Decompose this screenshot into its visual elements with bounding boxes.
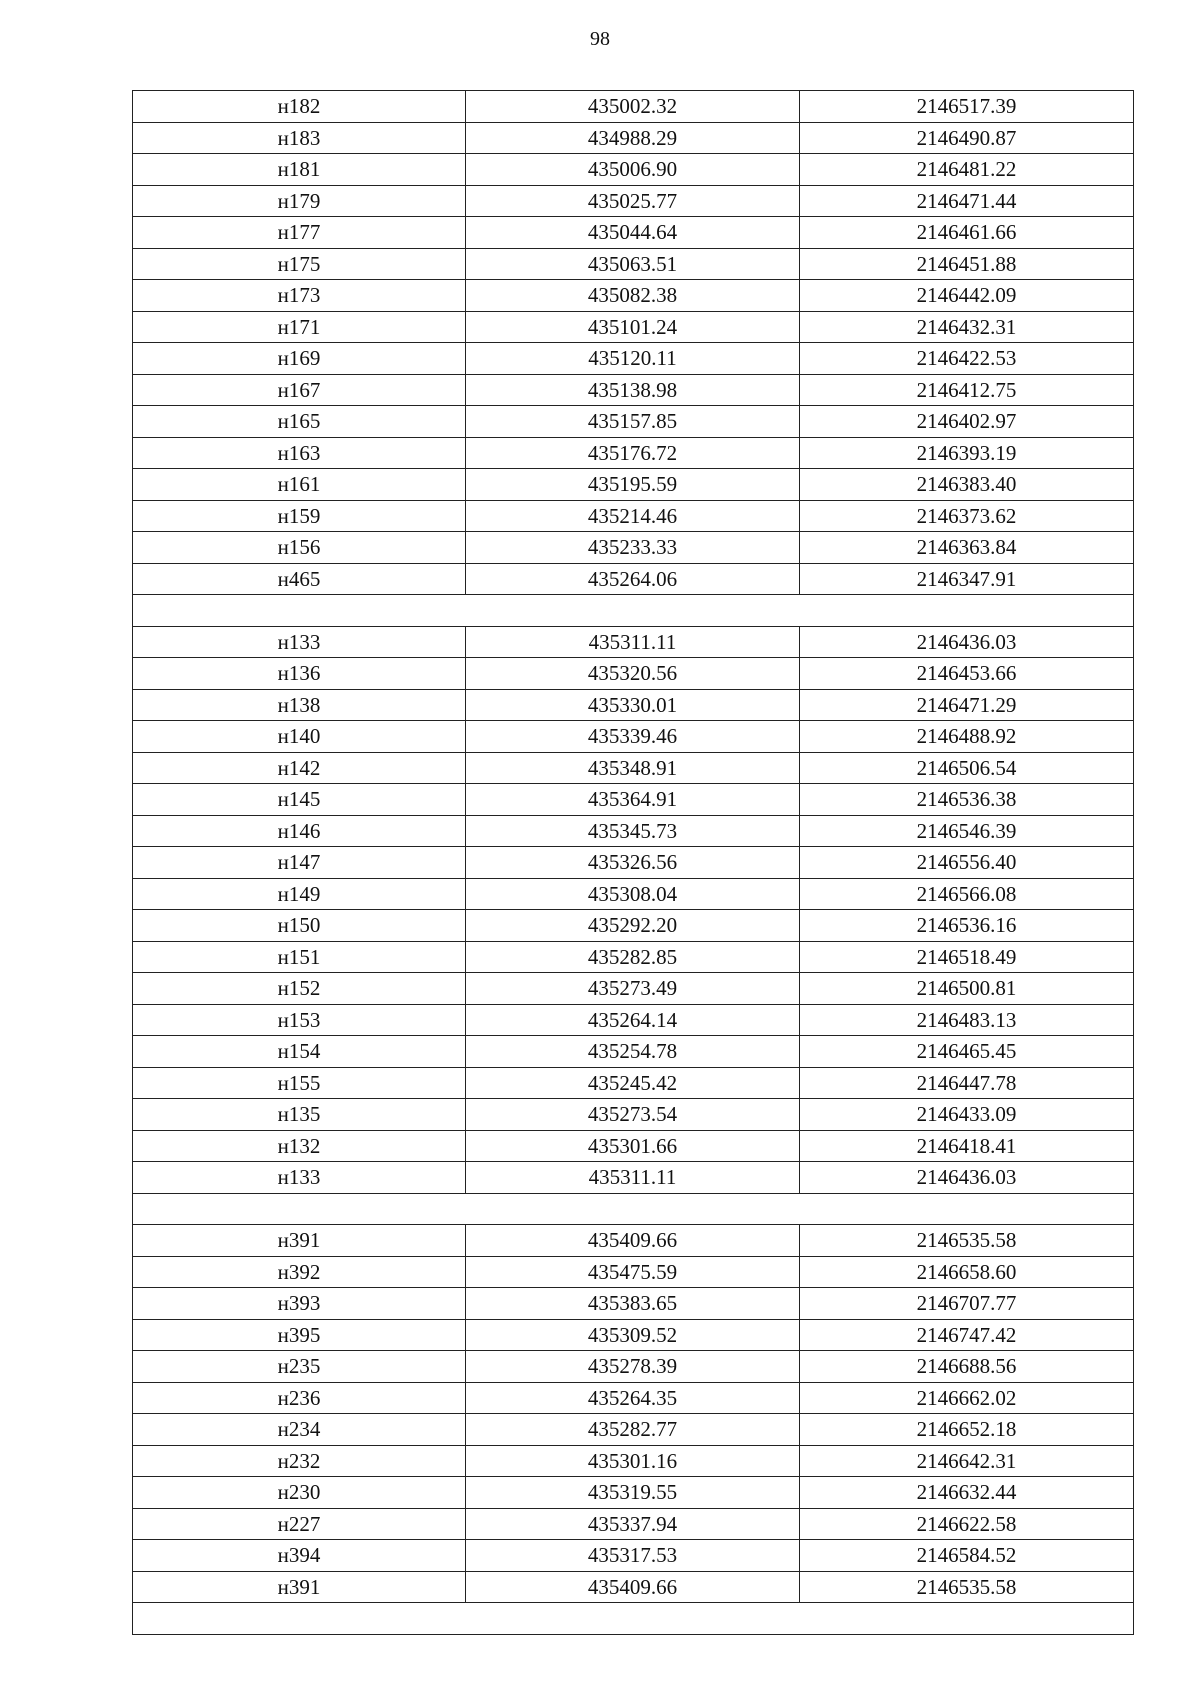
point-name-cell: н152 bbox=[133, 973, 466, 1005]
table-row bbox=[133, 532, 1134, 564]
x-coordinate-cell: 435214.46 bbox=[466, 500, 800, 532]
point-name-cell: н393 bbox=[133, 1288, 466, 1320]
table-row bbox=[133, 343, 1134, 375]
point-name-cell: н175 bbox=[133, 248, 466, 280]
y-coordinate-cell: 2146451.88 bbox=[800, 248, 1134, 280]
x-coordinate-cell: 435383.65 bbox=[466, 1288, 800, 1320]
table-row bbox=[133, 1288, 1134, 1320]
point-name-cell: н146 bbox=[133, 815, 466, 847]
x-coordinate-cell: 435273.54 bbox=[466, 1099, 800, 1131]
x-coordinate-cell: 435176.72 bbox=[466, 437, 800, 469]
y-coordinate-cell: 2146632.44 bbox=[800, 1477, 1134, 1509]
x-coordinate-cell: 435326.56 bbox=[466, 847, 800, 879]
y-coordinate-cell: 2146584.52 bbox=[800, 1540, 1134, 1572]
table-row bbox=[133, 406, 1134, 438]
y-coordinate-cell: 2146488.92 bbox=[800, 721, 1134, 753]
point-name-cell: н156 bbox=[133, 532, 466, 564]
point-name-cell: н392 bbox=[133, 1256, 466, 1288]
y-coordinate-cell: 2146453.66 bbox=[800, 658, 1134, 690]
y-coordinate-cell: 2146422.53 bbox=[800, 343, 1134, 375]
point-name-cell: н159 bbox=[133, 500, 466, 532]
point-name-cell: н235 bbox=[133, 1351, 466, 1383]
page-number: 98 bbox=[590, 28, 610, 50]
point-name-cell: н150 bbox=[133, 910, 466, 942]
y-coordinate-cell: 2146436.03 bbox=[800, 626, 1134, 658]
table-row bbox=[133, 910, 1134, 942]
y-coordinate-cell: 2146658.60 bbox=[800, 1256, 1134, 1288]
point-name-cell: н230 bbox=[133, 1477, 466, 1509]
x-coordinate-cell: 435278.39 bbox=[466, 1351, 800, 1383]
table-row bbox=[133, 689, 1134, 721]
point-name-cell: н161 bbox=[133, 469, 466, 501]
x-coordinate-cell: 435264.14 bbox=[466, 1004, 800, 1036]
y-coordinate-cell: 2146490.87 bbox=[800, 122, 1134, 154]
table-row bbox=[133, 1036, 1134, 1068]
table-row bbox=[133, 815, 1134, 847]
table-row bbox=[133, 847, 1134, 879]
table-row bbox=[133, 500, 1134, 532]
x-coordinate-cell: 435330.01 bbox=[466, 689, 800, 721]
point-name-cell: н138 bbox=[133, 689, 466, 721]
table-row bbox=[133, 1256, 1134, 1288]
x-coordinate-cell: 435063.51 bbox=[466, 248, 800, 280]
separator-row bbox=[133, 595, 1134, 627]
point-name-cell: н163 bbox=[133, 437, 466, 469]
x-coordinate-cell: 435301.66 bbox=[466, 1130, 800, 1162]
point-name-cell: н391 bbox=[133, 1225, 466, 1257]
y-coordinate-cell: 2146347.91 bbox=[800, 563, 1134, 595]
point-name-cell: н171 bbox=[133, 311, 466, 343]
x-coordinate-cell: 435002.32 bbox=[466, 91, 800, 123]
y-coordinate-cell: 2146506.54 bbox=[800, 752, 1134, 784]
separator-row bbox=[133, 1603, 1134, 1635]
point-name-cell: н234 bbox=[133, 1414, 466, 1446]
table-row bbox=[133, 1477, 1134, 1509]
x-coordinate-cell: 435308.04 bbox=[466, 878, 800, 910]
point-name-cell: н394 bbox=[133, 1540, 466, 1572]
point-name-cell: н133 bbox=[133, 626, 466, 658]
x-coordinate-cell: 435006.90 bbox=[466, 154, 800, 186]
table-row bbox=[133, 248, 1134, 280]
x-coordinate-cell: 435157.85 bbox=[466, 406, 800, 438]
x-coordinate-cell: 435309.52 bbox=[466, 1319, 800, 1351]
point-name-cell: н182 bbox=[133, 91, 466, 123]
table-row bbox=[133, 784, 1134, 816]
y-coordinate-cell: 2146418.41 bbox=[800, 1130, 1134, 1162]
x-coordinate-cell: 435317.53 bbox=[466, 1540, 800, 1572]
table-row bbox=[133, 1099, 1134, 1131]
table-row bbox=[133, 941, 1134, 973]
y-coordinate-cell: 2146662.02 bbox=[800, 1382, 1134, 1414]
coordinates-table bbox=[132, 90, 1134, 1635]
table-row bbox=[133, 374, 1134, 406]
point-name-cell: н232 bbox=[133, 1445, 466, 1477]
y-coordinate-cell: 2146432.31 bbox=[800, 311, 1134, 343]
y-coordinate-cell: 2146461.66 bbox=[800, 217, 1134, 249]
x-coordinate-cell: 435345.73 bbox=[466, 815, 800, 847]
x-coordinate-cell: 435320.56 bbox=[466, 658, 800, 690]
x-coordinate-cell: 435311.11 bbox=[466, 1162, 800, 1194]
table-row bbox=[133, 469, 1134, 501]
y-coordinate-cell: 2146447.78 bbox=[800, 1067, 1134, 1099]
point-name-cell: н135 bbox=[133, 1099, 466, 1131]
point-name-cell: н177 bbox=[133, 217, 466, 249]
table-row bbox=[133, 752, 1134, 784]
separator-cell bbox=[133, 1603, 1134, 1635]
x-coordinate-cell: 435292.20 bbox=[466, 910, 800, 942]
y-coordinate-cell: 2146373.62 bbox=[800, 500, 1134, 532]
table-row bbox=[133, 1351, 1134, 1383]
point-name-cell: н179 bbox=[133, 185, 466, 217]
y-coordinate-cell: 2146556.40 bbox=[800, 847, 1134, 879]
table-row bbox=[133, 973, 1134, 1005]
coordinates-table-body bbox=[133, 91, 1134, 1635]
point-name-cell: н155 bbox=[133, 1067, 466, 1099]
y-coordinate-cell: 2146402.97 bbox=[800, 406, 1134, 438]
point-name-cell: н153 bbox=[133, 1004, 466, 1036]
x-coordinate-cell: 435245.42 bbox=[466, 1067, 800, 1099]
point-name-cell: н183 bbox=[133, 122, 466, 154]
table-row bbox=[133, 878, 1134, 910]
y-coordinate-cell: 2146688.56 bbox=[800, 1351, 1134, 1383]
x-coordinate-cell: 435301.16 bbox=[466, 1445, 800, 1477]
y-coordinate-cell: 2146500.81 bbox=[800, 973, 1134, 1005]
x-coordinate-cell: 435254.78 bbox=[466, 1036, 800, 1068]
point-name-cell: н227 bbox=[133, 1508, 466, 1540]
y-coordinate-cell: 2146535.58 bbox=[800, 1225, 1134, 1257]
point-name-cell: н236 bbox=[133, 1382, 466, 1414]
y-coordinate-cell: 2146436.03 bbox=[800, 1162, 1134, 1194]
table-row bbox=[133, 1445, 1134, 1477]
y-coordinate-cell: 2146471.44 bbox=[800, 185, 1134, 217]
table-row bbox=[133, 658, 1134, 690]
x-coordinate-cell: 435282.85 bbox=[466, 941, 800, 973]
x-coordinate-cell: 435339.46 bbox=[466, 721, 800, 753]
table-row bbox=[133, 1067, 1134, 1099]
y-coordinate-cell: 2146536.16 bbox=[800, 910, 1134, 942]
y-coordinate-cell: 2146546.39 bbox=[800, 815, 1134, 847]
x-coordinate-cell: 435138.98 bbox=[466, 374, 800, 406]
table-row bbox=[133, 1319, 1134, 1351]
table-row bbox=[133, 217, 1134, 249]
y-coordinate-cell: 2146518.49 bbox=[800, 941, 1134, 973]
x-coordinate-cell: 435195.59 bbox=[466, 469, 800, 501]
x-coordinate-cell: 435044.64 bbox=[466, 217, 800, 249]
point-name-cell: н147 bbox=[133, 847, 466, 879]
x-coordinate-cell: 435264.35 bbox=[466, 1382, 800, 1414]
x-coordinate-cell: 435311.11 bbox=[466, 626, 800, 658]
point-name-cell: н142 bbox=[133, 752, 466, 784]
table-row bbox=[133, 1004, 1134, 1036]
point-name-cell: н165 bbox=[133, 406, 466, 438]
table-row bbox=[133, 626, 1134, 658]
x-coordinate-cell: 435364.91 bbox=[466, 784, 800, 816]
table-row bbox=[133, 563, 1134, 595]
table-row bbox=[133, 122, 1134, 154]
table-row bbox=[133, 91, 1134, 123]
x-coordinate-cell: 435319.55 bbox=[466, 1477, 800, 1509]
separator-cell bbox=[133, 1193, 1134, 1225]
point-name-cell: н465 bbox=[133, 563, 466, 595]
y-coordinate-cell: 2146642.31 bbox=[800, 1445, 1134, 1477]
y-coordinate-cell: 2146465.45 bbox=[800, 1036, 1134, 1068]
table-row bbox=[133, 185, 1134, 217]
table-row bbox=[133, 1414, 1134, 1446]
x-coordinate-cell: 435475.59 bbox=[466, 1256, 800, 1288]
table-row bbox=[133, 1508, 1134, 1540]
y-coordinate-cell: 2146535.58 bbox=[800, 1571, 1134, 1603]
table-row bbox=[133, 280, 1134, 312]
y-coordinate-cell: 2146471.29 bbox=[800, 689, 1134, 721]
table-row bbox=[133, 437, 1134, 469]
y-coordinate-cell: 2146442.09 bbox=[800, 280, 1134, 312]
point-name-cell: н132 bbox=[133, 1130, 466, 1162]
y-coordinate-cell: 2146652.18 bbox=[800, 1414, 1134, 1446]
y-coordinate-cell: 2146383.40 bbox=[800, 469, 1134, 501]
y-coordinate-cell: 2146747.42 bbox=[800, 1319, 1134, 1351]
x-coordinate-cell: 435264.06 bbox=[466, 563, 800, 595]
point-name-cell: н391 bbox=[133, 1571, 466, 1603]
table-row bbox=[133, 1225, 1134, 1257]
point-name-cell: н395 bbox=[133, 1319, 466, 1351]
x-coordinate-cell: 435101.24 bbox=[466, 311, 800, 343]
x-coordinate-cell: 435082.38 bbox=[466, 280, 800, 312]
x-coordinate-cell: 435409.66 bbox=[466, 1225, 800, 1257]
x-coordinate-cell: 435273.49 bbox=[466, 973, 800, 1005]
y-coordinate-cell: 2146483.13 bbox=[800, 1004, 1134, 1036]
x-coordinate-cell: 435409.66 bbox=[466, 1571, 800, 1603]
x-coordinate-cell: 435282.77 bbox=[466, 1414, 800, 1446]
point-name-cell: н173 bbox=[133, 280, 466, 312]
point-name-cell: н167 bbox=[133, 374, 466, 406]
y-coordinate-cell: 2146433.09 bbox=[800, 1099, 1134, 1131]
point-name-cell: н169 bbox=[133, 343, 466, 375]
x-coordinate-cell: 435025.77 bbox=[466, 185, 800, 217]
point-name-cell: н140 bbox=[133, 721, 466, 753]
table-row bbox=[133, 1540, 1134, 1572]
table-row bbox=[133, 721, 1134, 753]
table-row bbox=[133, 311, 1134, 343]
y-coordinate-cell: 2146412.75 bbox=[800, 374, 1134, 406]
table-row bbox=[133, 1130, 1134, 1162]
point-name-cell: н151 bbox=[133, 941, 466, 973]
point-name-cell: н181 bbox=[133, 154, 466, 186]
point-name-cell: н136 bbox=[133, 658, 466, 690]
x-coordinate-cell: 435120.11 bbox=[466, 343, 800, 375]
y-coordinate-cell: 2146707.77 bbox=[800, 1288, 1134, 1320]
point-name-cell: н145 bbox=[133, 784, 466, 816]
separator-row bbox=[133, 1193, 1134, 1225]
x-coordinate-cell: 434988.29 bbox=[466, 122, 800, 154]
y-coordinate-cell: 2146393.19 bbox=[800, 437, 1134, 469]
x-coordinate-cell: 435348.91 bbox=[466, 752, 800, 784]
table-row bbox=[133, 1382, 1134, 1414]
point-name-cell: н154 bbox=[133, 1036, 466, 1068]
table-row bbox=[133, 154, 1134, 186]
separator-cell bbox=[133, 595, 1134, 627]
point-name-cell: н133 bbox=[133, 1162, 466, 1194]
y-coordinate-cell: 2146363.84 bbox=[800, 532, 1134, 564]
table-row bbox=[133, 1571, 1134, 1603]
table-row bbox=[133, 1162, 1134, 1194]
x-coordinate-cell: 435233.33 bbox=[466, 532, 800, 564]
y-coordinate-cell: 2146566.08 bbox=[800, 878, 1134, 910]
point-name-cell: н149 bbox=[133, 878, 466, 910]
y-coordinate-cell: 2146622.58 bbox=[800, 1508, 1134, 1540]
y-coordinate-cell: 2146481.22 bbox=[800, 154, 1134, 186]
y-coordinate-cell: 2146536.38 bbox=[800, 784, 1134, 816]
x-coordinate-cell: 435337.94 bbox=[466, 1508, 800, 1540]
y-coordinate-cell: 2146517.39 bbox=[800, 91, 1134, 123]
